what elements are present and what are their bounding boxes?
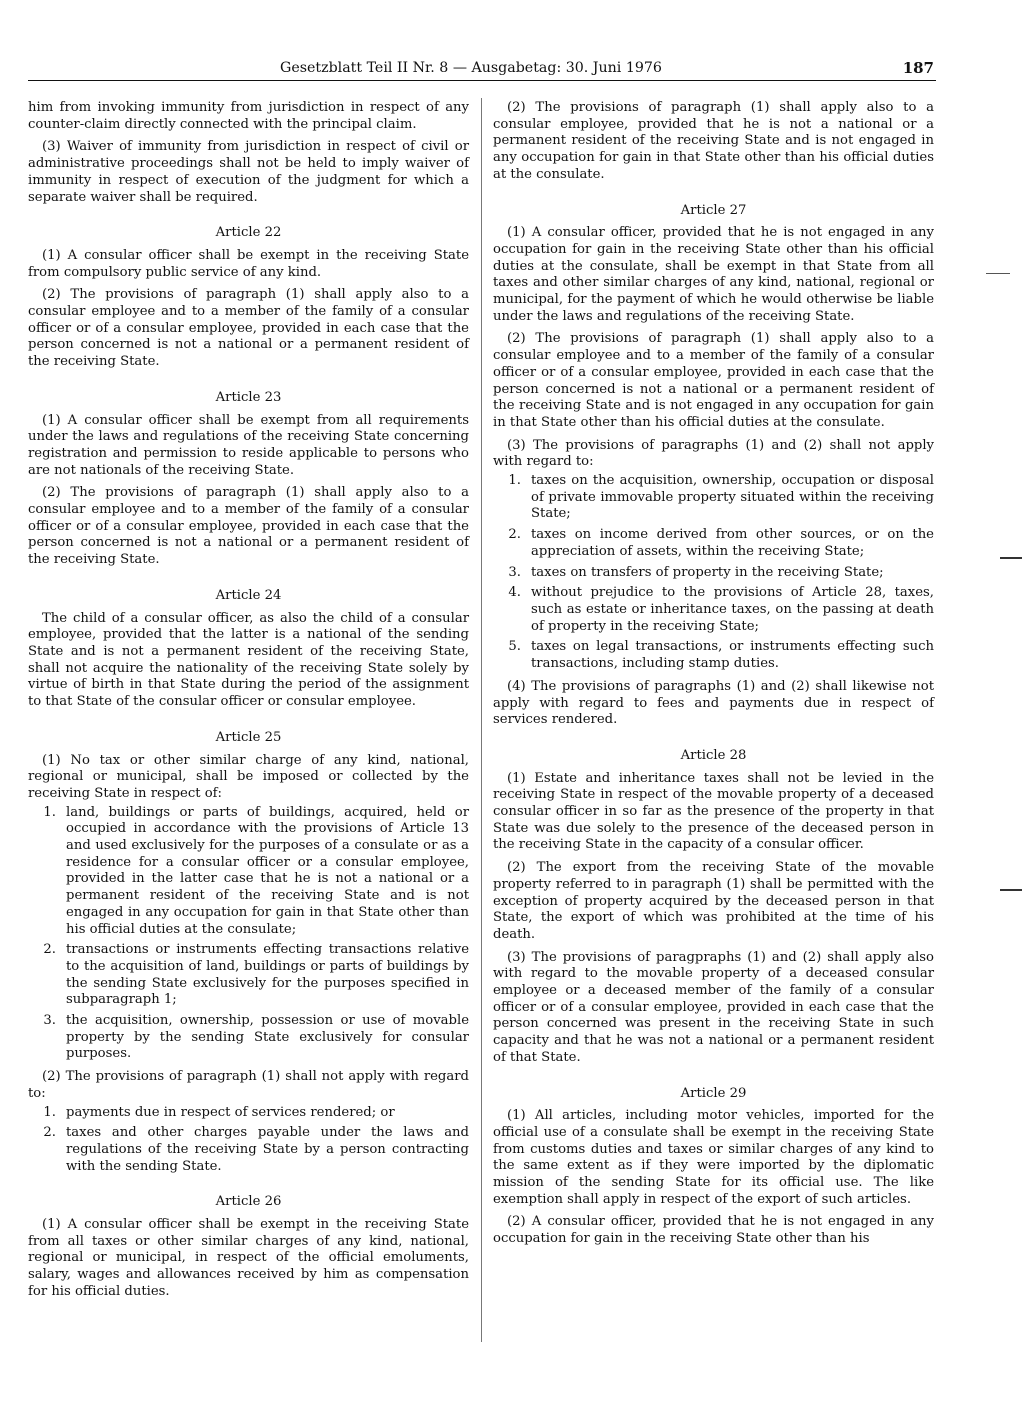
margin-mark [1000,557,1022,559]
gazette-title: Gesetzblatt Teil II Nr. 8 — Ausgabetag: 30. Juni 1976 [280,60,662,76]
list-text: taxes on legal transactions, or instruments effecting such transactions, including stamp duties. [531,639,934,672]
left-column [28,100,469,1301]
page-number: 187 [902,59,934,77]
list-item [493,585,934,635]
paragraph: (3) The provisions of paragraphs (1) and (2) shall not apply with regard to: [493,437,934,470]
enumerated-list [28,1105,469,1176]
list-text: the acquisition, ownership, possession or use of movable property by the sending State exclusively for consular purposes. [66,1013,469,1062]
margin-mark [986,273,1010,274]
right-column [493,100,934,1248]
list-item [28,805,469,939]
paragraph: (1) Estate and inheritance taxes shall not be levied in the receiving State in respect of the movable property of a deceased consular officer in so far as the presence of the property in that State was due solely to the presence of the deceased person in the receiving State in the capacity of a consular officer. [493,770,934,853]
list-number: 1. [43,1104,56,1120]
list-item [28,1125,469,1175]
paragraph: (1) All articles, including motor vehicles, imported for the official use of a consulate shall be exempt in the receiving State from customs duties and taxes or similar charges of any kind to the same extent as if they were imported by the diplomatic mission of the sending State for its official use. The like exemption shall apply in respect of the export of such articles. [493,1108,934,1207]
list-number: 1. [508,473,521,489]
article-heading: Article 28 [680,747,747,763]
page-header [28,58,936,81]
paragraph: (1) A consular officer shall be exempt from all requirements under the laws and regulations of the receiving State concerning registration and permission to reside applicable to persons who are not nationals of the receiving State. [28,412,469,478]
paragraph: (1) A consular officer shall be exempt in the receiving State from compulsory public service of any kind. [28,247,469,280]
paragraph: (2) The provisions of paragraph (1) shall not apply with regard to: [28,1069,469,1101]
list-text: without prejudice to the provisions of Article 28, taxes, such as estate or inheritance taxes, on the passing at death of property in the receiving State; [531,585,934,634]
paragraph: (1) A consular officer, provided that he is not engaged in any occupation for gain in the receiving State other than his official duties at the consulate, shall be exempt in that State from all taxes and other similar charges of any kind, national, regional or municipal, for the payment of which he would otherwise be liable under the laws and regulations of the receiving State. [493,225,934,324]
enumerated-list [28,805,469,1064]
list-number: 2. [508,527,521,543]
paragraph: (1) No tax or other similar charge of any kind, national, regional or municipal, shall be imposed or collected by the receiving State in respect of: [28,752,469,801]
article-heading: Article 24 [215,587,282,603]
paragraph: (3) The provisions of paragpraphs (1) and (2) shall apply also with regard to the movable property of a deceased consular employee or a deceased member of the family of a consular officer or of a consular employee, provided in each case that the person concerned was present in the receiving State in such capacity and that he was not a national or a permanent resident of that State. [493,949,934,1065]
article-heading: Article 23 [215,389,282,405]
margin-mark [1000,889,1022,891]
list-item [493,473,934,523]
list-item [493,565,934,582]
list-item [28,1105,469,1122]
paragraph: (2) The provisions of paragraph (1) shall apply also to a consular employee and to a member of the family of a consular officer or of a consular employee, provided in each case that the person concerned is not a national or a permanent resident of the receiving State and is not engaged in any occupation for gain in that State other than his official duties at the consulate. [493,331,934,430]
list-text: taxes and other charges payable under the laws and regulations of the receiving State by a person contracting with the sending State. [66,1125,469,1174]
list-text: taxes on transfers of property in the receiving State; [531,564,884,580]
article-heading: Article 25 [215,729,282,745]
paragraph: The child of a consular officer, as also the child of a consular employee, provided that the latter is a national of the sending State and is not a permanent resident of the receiving State, shall not acquire the nationality of the receiving State solely by virtue of birth in that State during the period of the assignment to that State of the consular officer or consular employee. [28,610,469,710]
article-heading: Article 22 [215,225,282,241]
list-text: land, buildings or parts of buildings, acquired, held or occupied in accordance with the provisions of Article 13 and used exclusively for the purposes of a consulate or as a residence for a consular officer or a consular employee, provided in the latter case that he is not a national or a permanent resident of the receiving State and is not engaged in any occupation for gain in that State other than his official duties at the consulate; [66,804,469,937]
list-number: 2. [43,1125,56,1141]
list-number: 5. [508,639,521,655]
list-number: 3. [43,1013,56,1029]
enumerated-list [493,473,934,673]
list-number: 4. [508,585,521,601]
paragraph: him from invoking immunity from jurisdiction in respect of any counter-claim directly connected with the principal claim. [28,100,469,132]
list-text: transactions or instruments effecting transactions relative to the acquisition of land, buildings or parts of buildings by the sending State exclusively for the purposes specified in subparagraph 1; [66,942,469,1008]
paragraph: (1) A consular officer shall be exempt in the receiving State from all taxes or other similar charges of any kind, national, regional or municipal, in respect of the official emoluments, salary, wages and allowances received by him as compensation for his official duties. [28,1217,469,1299]
paragraph: (2) The export from the receiving State of the movable property referred to in paragraph (1) shall be permitted with the exception of property acquired by the deceased person in that State, the export of which was prohibited at the time of his death. [493,860,934,942]
paragraph: (2) The provisions of paragraph (1) shall apply also to a consular employee and to a member of the family of a consular officer or of a consular employee, provided in each case that the person concerned is not a national or a permanent resident of the receiving State. [28,485,469,568]
list-item [28,1013,469,1063]
list-text: payments due in respect of services rendered; or [66,1104,395,1120]
list-text: taxes on the acquisition, ownership, occupation or disposal of private immovable property situated within the receiving State; [531,473,934,522]
list-number: 2. [43,942,56,958]
list-item [493,639,934,672]
article-heading: Article 27 [680,202,747,218]
paragraph: (2) A consular officer, provided that he is not engaged in any occupation for gain in the receiving State other than his [493,1214,934,1247]
list-number: 3. [508,564,521,580]
article-heading: Article 29 [680,1085,747,1101]
list-item [28,942,469,1009]
paragraph: (2) The provisions of paragraph (1) shall apply also to a consular employee, provided that he is not a national or a permanent resident of the receiving State and is not engaged in any occupation for gain in that State other than his official duties at the consulate. [493,100,934,182]
paragraph: (4) The provisions of paragraphs (1) and (2) shall likewise not apply with regard to fees and payments due in respect of services rendered. [493,678,934,728]
list-number: 1. [43,804,56,820]
paragraph: (3) Waiver of immunity from jurisdiction in respect of civil or administrative proceedings shall not be held to imply waiver of immunity in respect of execution of the judgment for which a separate waiver shall be required. [28,139,469,205]
paragraph: (2) The provisions of paragraph (1) shall apply also to a consular employee and to a member of the family of a consular officer or of a consular employee, provided in each case that the person concerned is not a national or a permanent resident of the receiving State. [28,287,469,370]
article-heading: Article 26 [215,1194,282,1210]
list-item [493,527,934,560]
column-divider [481,98,482,1342]
list-text: taxes on income derived from other sources, or on the appreciation of assets, within the receiving State; [531,527,934,559]
